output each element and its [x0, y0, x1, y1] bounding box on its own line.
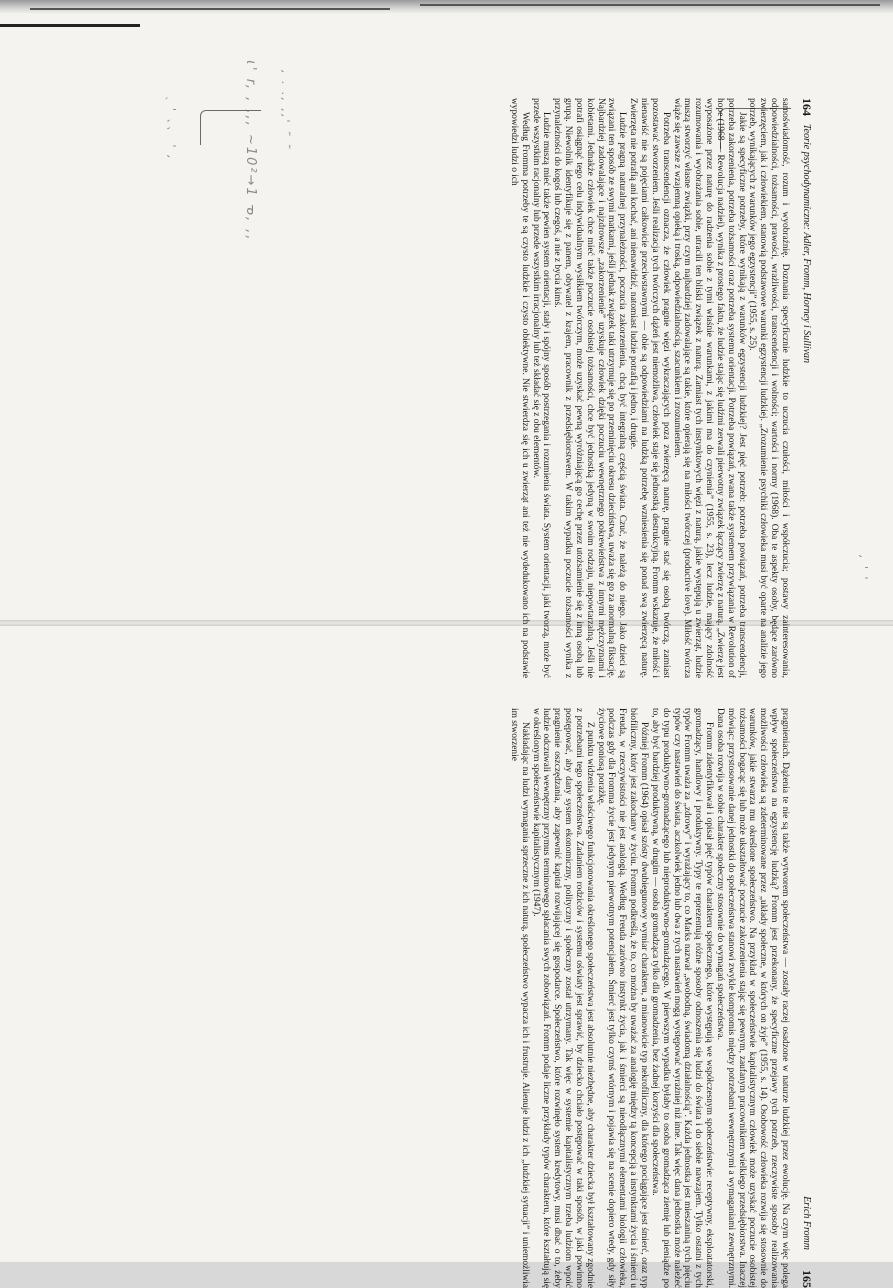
- scan-artifact-line: [420, 4, 880, 6]
- paragraph: Ludzie muszą mieć także pewien system orientacji, stały i spójny sposób postrzegania i rozumienia świata. System orientacji, jaki tworzą, może być przede wszystkim racjonalny lub przede wszystkim irracjonalny lub też składać się z obu elementów.: [530, 98, 552, 678]
- book-page-165: [440, 708, 812, 1288]
- body-text: [440, 708, 790, 1288]
- pencil-bracket: [200, 110, 261, 145]
- body-text: [440, 98, 790, 678]
- pencil-scribble: , . ., ,,' ˜ ˜: [279, 70, 292, 151]
- scan-artifact-line: [0, 24, 140, 27]
- running-head: [796, 98, 812, 678]
- running-title: Erich Fromm: [801, 1196, 812, 1250]
- scan-artifact-line: [30, 8, 390, 10]
- page-number: 164: [800, 98, 814, 116]
- paragraph: Potrzeba transcendencji oznacza, że człowiek pragnie więzi wykraczających poza zwierzęcą naturę, pragnie stać się osobą twórczą, zamiast pozostawać stworzeniem. Jeśli realizacja tych twórczych dążeń jest niemożliwa, człowiek staje się jednostką destrukcyjną. Fromm wskazuje, że miłość i nienawiść nie są pojęciami całkowicie przeciwstawnymi — obie są odpowiedziami na ludzką potrzebę wzniesienia się ponad swą zwierzęcą naturę. Zwierzęta nie potrafią ani kochać, ani nienawidzić, natomiast ludzie potrafią i jedno, i drugie.: [628, 98, 671, 678]
- paragraph: Ludzie pragną naturalnej przynależności, poczucia zakorzenienia, chcą być integralną częścią świata. Czuć, że należą do niego. Jako dzieci są związani ten sposób ze swymi matkami, jeśli jednak związek taki utrzymuje się po przeminięciu okresu dzieciństwa, uważa się go za anormalną fiksację. Najbardziej zadowalające i najzdrowsze „zakorzenienie” uzyskuje człowiek dzięki poczuciu wewnętrznego pokrewieństwa z innymi mężczyznami i kobietami. Jednakże człowiek chce mieć także poczucie osobistej tożsamości, chce być jednostką jedyną w swoim rodzaju, niepowtarzalną. Jeśli nie potrafi osiągnąć tego celu indywidualnym wysiłkiem twórczym, może uzyskać pewną wyróżniającą go cechę przez utożsamienie się z inną osobą lub grupą. Niewolnik identyfikuje się z panem, obywatel z krajem, pracownik z przedsiębiorstwem. W takim wypadku poczucie tożsamości wynika z przynależności do kogoś lub czegoś, a nie z bycia kimś.: [552, 98, 628, 678]
- paragraph: Według Fromma potrzeby te są czysto ludzkie i czysto obiektywne. Nie stwierdza się ich u zwierząt ani też nie wydedukowano ich na podstawie wypowiedzi ludzi o ich: [508, 98, 530, 678]
- paragraph: pragnieniach. Dążenia te nie są także wytworem społeczeństwa — zostały raczej osadzone w naturze ludzkiej przez ewolucję. Na czym więc polega wpływ społeczeństwa na egzystencję ludzką? Fromm jest przekonany, że specyficzne przejawy tych potrzeb, rzeczywiste sposoby realizowania możliwości człowieka są zdeterminowane przez „układy społeczne, w których on żyje” (1955, s. 14). Osobowość człowieka rozwija się stosownie do warunków, jakie stwarza mu określone społeczeństwo. Na przykład w społeczeństwie kapitalistycznym człowiek może uzyskać poczucie osobistej tożsamości bogacąc się lub może ukształtować poczucie zakorzenienia stając się pewnym, zaufanym pracownikiem wielkiego przedsiębiorstwa. Inaczej mówiąc: przystosowanie danej jednostki do społeczeństwa stanowi zwykle kompromis między potrzebami wewnętrznymi a wymaganiami zewnętrznymi. Dana osoba rozwija w sobie charakter społeczny stosownie do wymagań społeczeństwa.: [714, 708, 790, 1288]
- scan-top-edge: [0, 0, 893, 14]
- paragraph: Nakładając na ludzi wymagania sprzeczne z ich naturą, społeczeństwo wypacza ich i frustruje. Alienuje ludzi z ich „ludzkiej sytuacji” i uniemożliwia im stworzenie: [508, 708, 530, 1288]
- paragraph: samoświadomość, rozum i wyobraźnię. Doznania specyficznie ludzkie to uczucia czułości, miłości i współczucia; postawy zainteresowania, odpowiedzialności, tożsamości, prawości, wrażliwości, transcendencji i wolności; wartości i normy (1968). Oba te aspekty osoby, będące zarówno zwierzęciem, jak i człowiekiem, stanowią podstawowe warunki egzystencji ludzkiej. „Zrozumienie psychiki człowieka musi być oparte na analizie jego potrzeb, wynikających z warunków jego egzystencji” (1955, s. 25).: [747, 98, 790, 678]
- paragraph: Z punktu widzenia właściwego funkcjonowania określonego społeczeństwa jest absolutnie niezbędne, aby charakter dziecka był kształtowany zgodnie z potrzebami tego społeczeństwa. Zadaniem rodziców i systemu oświaty jest sprawić, by dziecko chciało postępować w taki sposób, w jaki powinno postępować, aby dany system ekonomiczny, polityczny i społeczny został utrzymany. Tak więc w systemie kapitalistycznym trzeba ludziom wpoić pragnienie oszczędzania, aby zapewnić kapitał rozwijającej się gospodarce. Społeczeństwo, które rozwinęło system kredytowy, musi dbać o to, żeby ludzie odczuwali wewnętrzny przymus terminowego spłacania swych zobowiązań. Fromm podaje liczne przykłady typów charakteru, które kształtują się w określonym społeczeństwie kapitalistycznym (1947).: [530, 708, 595, 1288]
- pencil-scribble: , ' ': [857, 555, 870, 582]
- page-number: 165: [800, 1270, 814, 1288]
- paragraph: Fromm zidentyfikował i opisał pięć typów charakteru społecznego, które występują we współczesnym społeczeństwie: receptywny, eksploatatorski, gromadzący, handlowy i produktywny. Typy te reprezentują różne sposoby odnoszenia się ludzi do świata i do siebie nawzajem. Tylko ostatni z tych typów Fromm uważa za „zdrowy” i wyrażający to, co Marks nazwał „swobodną, świadomą działalnością”. Każda jednostka jest mieszaniną tych pięciu typów czy nastawień do świata, aczkolwiek jedno lub dwa z tych nastawień mogą występować wyraźniej niż inne. Tak więc dana jednostka może należeć do typu produktywno-gromadzącego lub nieproduktywno-gromadzącego. W pierwszym wypadku byłaby to osoba gromadząca ziemię lub pieniądze po to, aby być bardziej produktywną, w drugim — osoba gromadząca tylko dla gromadzenia, bez żadnej korzyści dla społeczeństwa.: [649, 708, 715, 1288]
- pencil-scribble: ˎ ' 、、 ' ,: [165, 95, 178, 161]
- running-title: Teorie psychodynamiczne: Adler, Fromm, Horney i Sullivan: [801, 124, 812, 364]
- running-head: [796, 708, 812, 1288]
- paragraph: Jakie są specyficzne potrzeby, które wynikają z warunków egzystencji ludzkiej? Jest pięć potrzeb: potrzeba powiązań, potrzeba transcendencji, potrzeba zakorzenienia, potrzeba tożsamości oraz potrzeba systemu orientacji. Potrzeba powiązań, zwana także systemem przywiązania w Revolution of hope (1968 — Rewolucja nadziei), wynika z prostego faktu, że ludzie stając się ludźmi zerwali pierwotny związek łączący zwierzę z naturą. „Zwierzę jest wyposażone przez naturę do radzenia sobie z tymi właśnie warunkami, z jakimi ma do czynienia” (1955, s. 23), lecz ludzie, mający zdolność rozumowania i wyobrażania sobie, utracili ten bliski związek z naturą. Zamiast tych instynktowych więzi z naturą, jakie występują u zwierząt, ludzie muszą stworzyć własne związki, przy czym najbardziej zadowalające są takie, które opierają się na miłości twórczej (productive love). Miłość twórcza wiąże się zawsze z wzajemną opieką i troską, odpowiedzialnością, szacunkiem i zrozumieniem.: [671, 98, 747, 678]
- book-page-164: [440, 98, 812, 678]
- pencil-scribble: ɩ' r, , ,,, ~10²→1 ᓀ, ,,: [243, 60, 258, 242]
- paragraph: Później Fromm (1964) opisał szósty dwubiegunowy wymiar charakteru, a mianowicie typ nekrofiliczny, dla którego pociągające jest śmierć, oraz typ biofiliczny, który jest zakochany w życiu. Fromm podkreśla, że to, co można by uważać za analogię między tą koncepcją a instynktami życia i śmierci u Freuda, w rzeczywistości nie jest analogią. Według Freuda zarówno instynkt życia, jak i śmierci są nieodłącznymi elementami biologii człowieka, podczas gdy dla Fromma życie jest jedynym pierwotnym potencjałem. Śmierć jest tylko czymś wtórnym i pojawia się na scenie dopiero wtedy, gdy siły życiowe poniosą porażkę.: [595, 708, 650, 1288]
